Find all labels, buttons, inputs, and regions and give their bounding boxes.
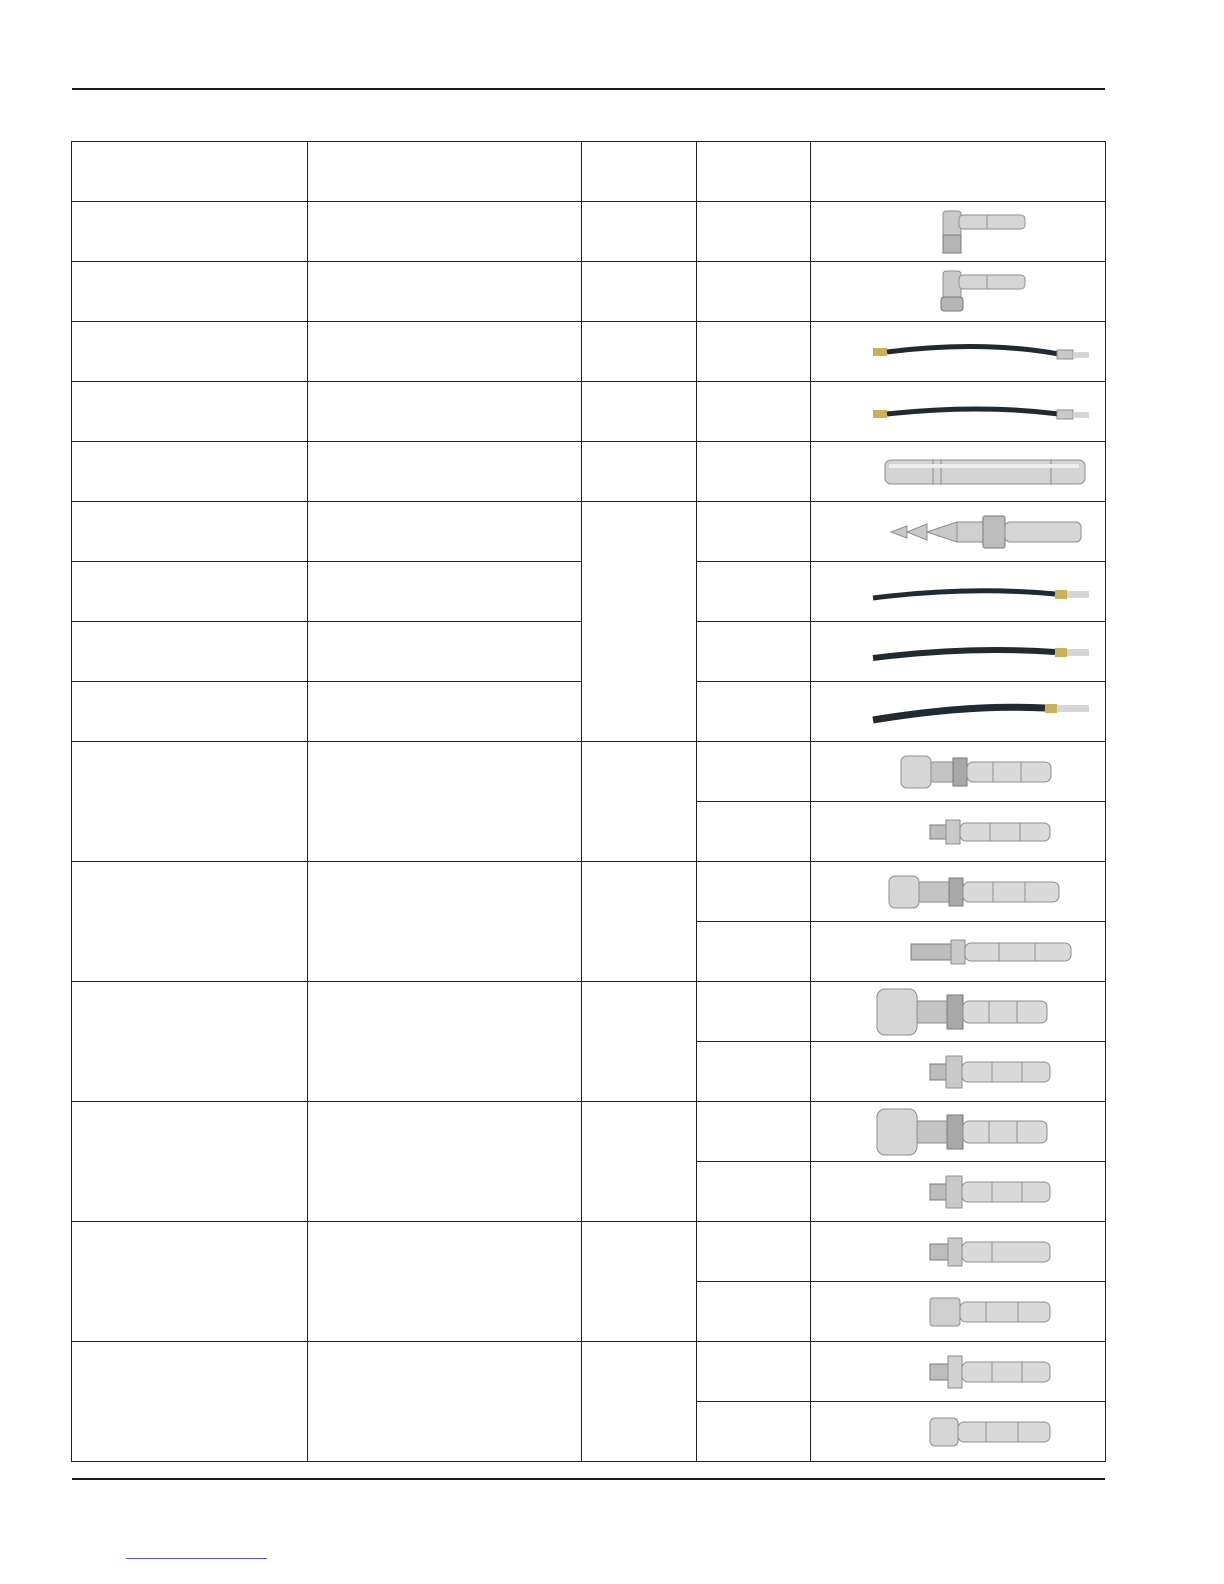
part-number-cell	[72, 262, 308, 322]
part-number-cell	[72, 442, 308, 502]
part-image-cell	[811, 262, 1106, 322]
part-number-cell	[72, 1102, 308, 1222]
description-cell	[308, 1222, 582, 1342]
qty-cell	[582, 1102, 697, 1222]
table-row	[72, 262, 1106, 322]
threaded-fitting-icon	[926, 1230, 1056, 1274]
part-number-cell	[72, 982, 308, 1102]
column-header	[697, 142, 811, 202]
sub-cell	[697, 1102, 811, 1162]
table-row	[72, 862, 1106, 922]
table-row	[72, 322, 1106, 382]
table-row	[72, 1222, 1106, 1282]
sub-cell	[697, 1042, 811, 1102]
footer-link-underline[interactable]	[126, 1558, 267, 1559]
description-cell	[308, 742, 582, 862]
part-image-cell	[811, 1102, 1106, 1162]
sub-cell	[697, 382, 811, 442]
sub-cell	[697, 742, 811, 802]
part-image-cell	[811, 1162, 1106, 1222]
qty-cell	[582, 442, 697, 502]
sub-cell	[697, 262, 811, 322]
description-cell	[308, 562, 582, 622]
description-cell	[308, 262, 582, 322]
threaded-fitting-icon	[926, 812, 1056, 852]
sub-cell	[697, 1342, 811, 1402]
description-cell	[308, 322, 582, 382]
part-number-cell	[72, 862, 308, 982]
column-header	[582, 142, 697, 202]
part-number-cell	[72, 502, 308, 562]
part-number-cell	[72, 322, 308, 382]
threaded-fitting-icon	[926, 1350, 1056, 1394]
female-nut-fitting-icon	[926, 1290, 1056, 1334]
threaded-fitting-icon	[926, 1050, 1056, 1094]
part-number-cell	[72, 742, 308, 862]
sub-cell	[697, 442, 811, 502]
elbow-fitting-icon	[939, 205, 1029, 259]
part-image-cell	[811, 922, 1106, 982]
female-nut-fitting-icon	[926, 1410, 1056, 1454]
part-number-cell	[72, 1222, 308, 1342]
sub-cell	[697, 1282, 811, 1342]
part-image-cell	[811, 862, 1106, 922]
compression-fitting-icon	[873, 985, 1053, 1039]
description-cell	[308, 502, 582, 562]
part-image-cell	[811, 742, 1106, 802]
part-image-cell	[811, 562, 1106, 622]
column-header	[308, 142, 582, 202]
part-number-cell	[72, 202, 308, 262]
table-row	[72, 1342, 1106, 1402]
part-number-cell	[72, 1342, 308, 1462]
description-cell	[308, 442, 582, 502]
part-number-cell	[72, 562, 308, 622]
parts-table	[71, 141, 1106, 1462]
hose-assembly-icon	[869, 332, 1099, 372]
part-image-cell	[811, 1342, 1106, 1402]
table-row	[72, 742, 1106, 802]
column-header	[72, 142, 308, 202]
part-image-cell	[811, 382, 1106, 442]
table-row	[72, 202, 1106, 262]
header-rule	[72, 88, 1105, 90]
compression-fitting-icon	[897, 750, 1057, 794]
sub-cell	[697, 1162, 811, 1222]
part-image-cell	[811, 982, 1106, 1042]
footer-rule	[72, 1478, 1105, 1480]
table-row	[72, 502, 1106, 562]
description-cell	[308, 1342, 582, 1462]
table-row	[72, 1102, 1106, 1162]
qty-cell	[582, 262, 697, 322]
sub-cell	[697, 862, 811, 922]
qty-cell	[582, 742, 697, 862]
description-cell	[308, 622, 582, 682]
part-image-cell	[811, 1402, 1106, 1462]
part-number-cell	[72, 622, 308, 682]
sub-cell	[697, 802, 811, 862]
description-cell	[308, 862, 582, 982]
sub-cell	[697, 202, 811, 262]
hose-assembly-icon	[869, 572, 1099, 612]
sub-cell	[697, 982, 811, 1042]
description-cell	[308, 382, 582, 442]
hose-assembly-icon	[869, 692, 1099, 732]
qty-cell	[582, 382, 697, 442]
qty-cell	[582, 502, 697, 742]
part-image-cell	[811, 202, 1106, 262]
part-image-cell	[811, 502, 1106, 562]
sub-cell	[697, 922, 811, 982]
elbow-fitting-icon	[939, 265, 1029, 319]
qty-cell	[582, 1342, 697, 1462]
qty-cell	[582, 202, 697, 262]
sub-cell	[697, 682, 811, 742]
part-image-cell	[811, 322, 1106, 382]
part-number-cell	[72, 682, 308, 742]
sub-cell	[697, 622, 811, 682]
qty-cell	[582, 862, 697, 982]
table-row	[72, 382, 1106, 442]
description-cell	[308, 682, 582, 742]
threaded-fitting-icon	[907, 932, 1077, 972]
sub-cell	[697, 1222, 811, 1282]
qty-cell	[582, 1222, 697, 1342]
qty-cell	[582, 982, 697, 1102]
sub-cell	[697, 322, 811, 382]
threaded-fitting-icon	[926, 1170, 1056, 1214]
part-image-cell	[811, 1042, 1106, 1102]
hose-assembly-icon	[869, 392, 1099, 432]
hose-assembly-icon	[869, 632, 1099, 672]
part-image-cell	[811, 1282, 1106, 1342]
part-image-cell	[811, 682, 1106, 742]
straight-pin-icon	[881, 452, 1091, 492]
table-header-row	[72, 142, 1106, 202]
sub-cell	[697, 1402, 811, 1462]
qty-cell	[582, 322, 697, 382]
sub-cell	[697, 502, 811, 562]
part-image-cell	[811, 442, 1106, 502]
table-row	[72, 982, 1106, 1042]
column-header	[811, 142, 1106, 202]
table-row	[72, 442, 1106, 502]
compression-fitting-icon	[885, 870, 1065, 914]
description-cell	[308, 202, 582, 262]
description-cell	[308, 1102, 582, 1222]
description-cell	[308, 982, 582, 1102]
barbed-adapter-icon	[887, 510, 1087, 554]
part-image-cell	[811, 1222, 1106, 1282]
part-image-cell	[811, 802, 1106, 862]
compression-fitting-icon	[873, 1105, 1053, 1159]
part-image-cell	[811, 622, 1106, 682]
sub-cell	[697, 562, 811, 622]
part-number-cell	[72, 382, 308, 442]
